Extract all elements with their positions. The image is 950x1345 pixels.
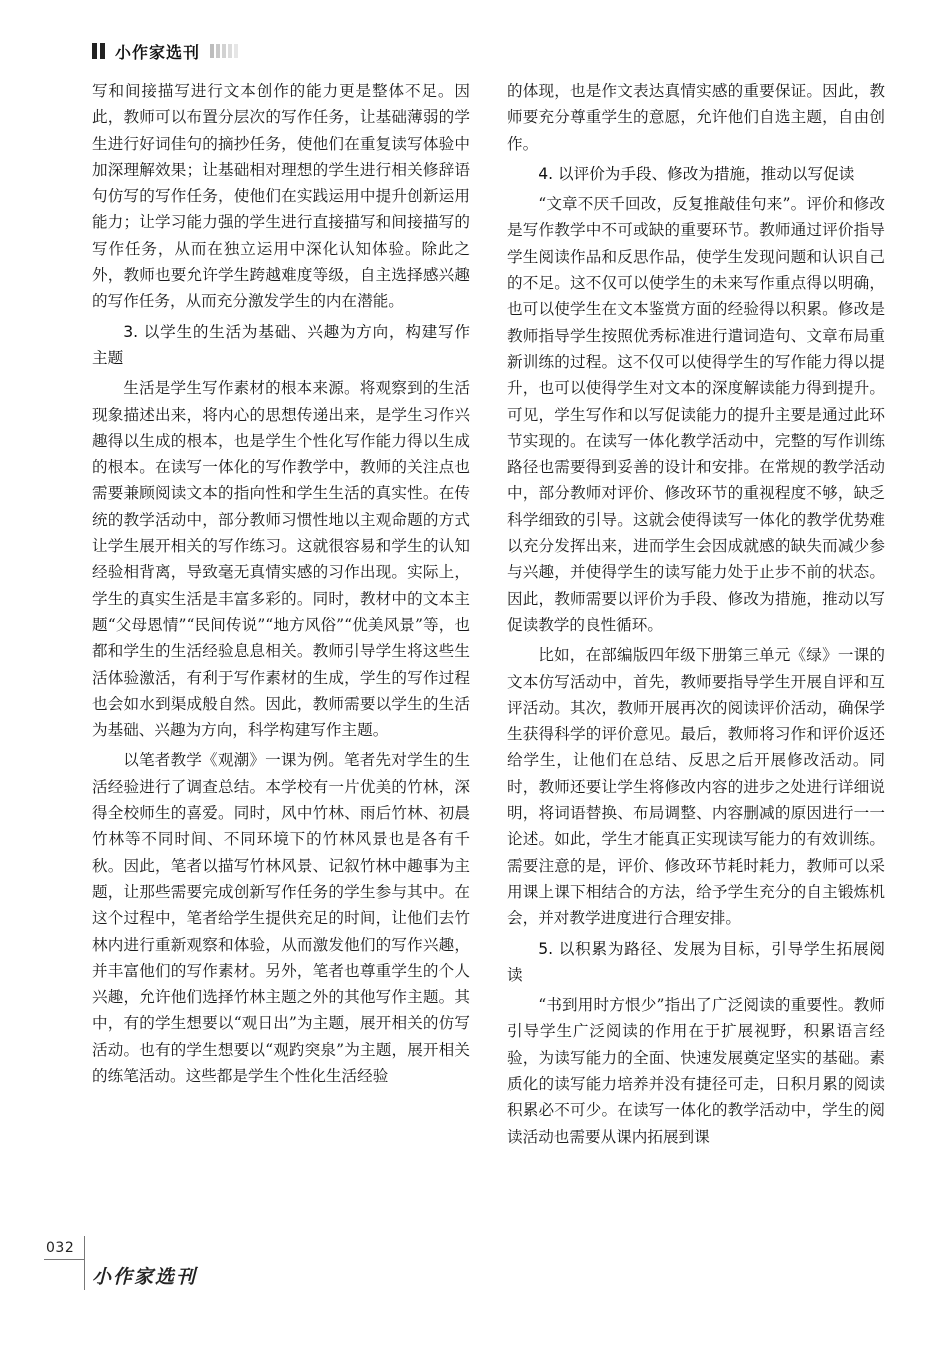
paragraph: “文章不厌千回改，反复推敲佳句来”。评价和修改是写作教学中不可或缺的重要环节。教师通过评价指导学生阅读作品和反思作品，使学生发现问题和认识自己的不足。这不仅可以使学生的未来写作重点得以明确，也可以使学生在文本鉴赏方面的经验得以积累。修改是教师指导学生按照优秀标准进行遣词造句、文章布局重新训练的过程。这不仅可以使得学生的写作能力得以提升，也可以使得学生对文本的深度解读能力得到提升。可见，学生写作和以写促读能力的提升主要是通过此环节实现的。在读写一体化教学活动中，完整的写作训练路径也需要得到妥善的设计和安排。在常规的教学活动中，部分教师对评价、修改环节的重视程度不够，缺乏科学细致的引导。这就会使得读写一体化的教学优势难以充分发挥出来，进而学生会因成就感的缺失而减少参与兴趣，并使得学生的读写能力处于止步不前的状态。因此，教师需要以评价为手段、修改为措施，推动以写促读教学的良性循环。 <box>507 195 885 634</box>
paragraph: 写和间接描写进行文本创作的能力更是整体不足。因此，教师可以布置分层次的写作任务，让基础薄弱的学生进行好词佳句的摘抄任务，使他们在重复读写体验中加深理解效果；让基础相对理想的学生进行相关修辞语句仿写的写作任务，使他们在实践运用中提升创新运用能力；让学习能力强的学生进行直接描写和间接描写的写作任务，从而在独立运用中深化认知体验。除此之外，教师也要允许学生跨越难度等级，自主选择感兴趣的写作任务，从而充分激发学生的内在潜能。 <box>92 82 470 311</box>
footer-rule-vertical <box>84 1236 85 1290</box>
footer-logo: 小作家选刊 <box>92 1266 198 1288</box>
paragraph: 以笔者教学《观潮》一课为例。笔者先对学生的生活经验进行了调查总结。本学校有一片优美的竹林，深得全校师生的喜爱。同时，风中竹林、雨后竹林、初晨竹林等不同时间、不同环境下的竹林风景也是各有千秋。因此，笔者以描写竹林风景、记叙竹林中趣事为主题，让那些需要完成创新写作任务的学生参与其中。在这个过程中，笔者给学生提供充足的时间，让他们去竹林内进行重新观察和体验，从而激发他们的写作兴趣，并丰富他们的写作素材。另外，笔者也尊重学生的个人兴趣，允许他们选择竹林主题之外的其他写作主题。其中，有的学生想要以“观日出”为主题，展开相关的仿写活动。也有的学生想要以“观趵突泉”为主题，展开相关的练笔活动。这些都是学生个性化生活经验 <box>92 751 470 1085</box>
paragraph: 比如，在部编版四年级下册第三单元《绿》一课的文本仿写活动中，首先，教师要指导学生开展自评和互评活动。其次，教师开展再次的阅读评价活动，确保学生获得科学的评价意见。最后，教师将习作和评价返还给学生，让他们在总结、反思之后开展修改活动。同时，教师还要让学生将修改内容的进步之处进行详细说明，将词语替换、布局调整、内容删减的原因进行一一论述。如此，学生才能真正实现读写能力的有效训练。需要注意的是，评价、修改环节耗时耗力，教师可以采用课上课下相结合的方法，给予学生充分的自主锻炼机会，并对教学进度进行合理安排。 <box>507 646 885 928</box>
paragraph: 生活是学生写作素材的根本来源。将观察到的生活现象描述出来，将内心的思想传递出来，是学生习作兴趣得以生成的根本，也是学生个性化写作能力得以生成的根本。在读写一体化的写作教学中，教师的关注点也需要兼顾阅读文本的指向性和学生生活的真实性。在传统的教学活动中，部分教师习惯性地以主观命题的方式让学生展开相关的写作练习。这就很容易和学生的认知经验相背离，导致毫无真情实感的习作出现。实际上，学生的真实生活是丰富多彩的。同时，教材中的文本主题“父母恩情”“民间传说”“地方风俗”“优美风景”等，也都和学生的生活经验息息相关。教师引导学生将这些生活体验激活，有利于写作素材的生成，学生的写作过程也会如水到渠成般自然。因此，教师需要以学生的生活为基础、兴趣为方向，科学构建写作主题。 <box>92 379 470 740</box>
section-heading-5: 5. 以积累为路径、发展为目标，引导学生拓展阅读 <box>507 939 885 984</box>
journal-title: 小作家选刊 <box>115 42 201 62</box>
left-column <box>92 78 470 1089</box>
section-heading-4: 4. 以评价为手段、修改为措施，推动以写促读 <box>538 164 855 183</box>
right-column <box>507 78 885 1150</box>
header-gradient-decoration <box>210 44 238 58</box>
header-bars-decoration <box>92 43 105 59</box>
paragraph: 的体现，也是作文表达真情实感的重要保证。因此，教师要充分尊重学生的意愿，允许他们自选主题，自由创作。 <box>507 82 885 153</box>
page-number: 032 <box>46 1240 75 1256</box>
footer-rule-horizontal <box>44 1259 84 1260</box>
running-header <box>92 40 238 62</box>
section-heading-3: 3. 以学生的生活为基础、兴趣为方向，构建写作主题 <box>92 322 470 367</box>
paragraph: “书到用时方恨少”指出了广泛阅读的重要性。教师引导学生广泛阅读的作用在于扩展视野，积累语言经验，为读写能力的全面、快速发展奠定坚实的基础。素质化的读写能力培养并没有捷径可走，日积月累的阅读积累必不可少。在读写一体化的教学活动中，学生的阅读活动也需要从课内拓展到课 <box>507 996 885 1146</box>
